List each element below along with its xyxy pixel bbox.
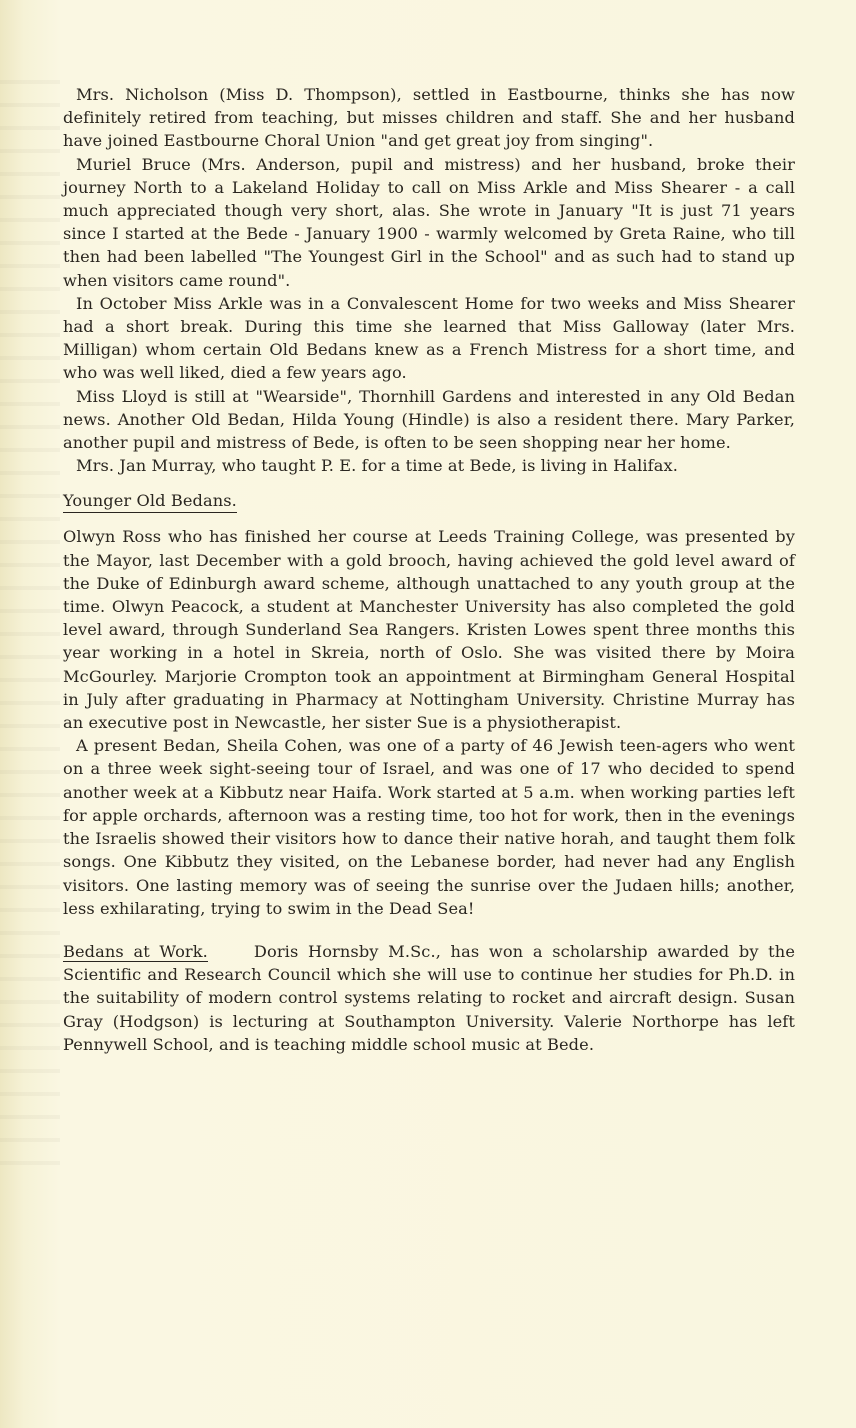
paragraph-arkle: In October Miss Arkle was in a Convalescent Home for two weeks and Miss Shearer had a short break. During this time she learned that Miss Galloway (later Mrs. Milligan) whom certain Old Bedans knew as a French Mistress for a short time, and who was well liked, died a few years ago. bbox=[63, 293, 795, 383]
heading-bedans-at-work: Bedans at Work. bbox=[63, 941, 208, 961]
paragraph-ross: Olwyn Ross who has finished her course at Leeds Training College, was presented by the Mayor, last December with a gold brooch, having achieved the gold level award of the Duke of Edinburgh award scheme, although unattached to any youth group at the time. Olwyn Peacock, a student at Manchester University has also completed the gold level award, through Sunderland Sea Rangers. Kristen Lowes spent three months this year working in a hotel in Skreia, north of Oslo. She was visited there by Moira McGourley. Marjorie Crompton took an appointment at Birmingham General Hospital in July after graduating in Pharmacy at Nottingham University. Christine Murray has an executive post in Newcastle, her sister Sue is a physiotherapist. bbox=[63, 527, 795, 733]
bleed-through-text bbox=[0, 80, 60, 1180]
paragraph-cohen: A present Bedan, Sheila Cohen, was one of a party of 46 Jewish teen-agers who went on a three week sight-seeing tour of Israel, and was one of 17 who decided to spend another week at a Kibbutz near Haifa. Work started at 5 a.m. when working parties left for apple orchards, afternoon was a resting time, too hot for work, then in the evenings the Israelis showed their visitors how to dance their native horah, and taught them folk songs. One Kibbutz they visited, on the Lebanese border, had never had any English visitors. One lasting memory was of seeing the sunrise over the Judaen hills; another, less exhilarating, trying to swim in the Dead Sea! bbox=[63, 736, 795, 918]
paragraph-nicholson: Mrs. Nicholson (Miss D. Thompson), settled in Eastbourne, thinks she has now definitely retired from teaching, but misses children and staff. She and her husband have joined Eastbourne Choral Union "and get great joy from singing". bbox=[63, 85, 795, 151]
paragraph-lloyd: Miss Lloyd is still at "Wearside", Thornhill Gardens and interested in any Old Bedan news. Another Old Bedan, Hilda Young (Hindle) is also a resident there. Mary Parker, another pupil and mistress of Bede, is often to be seen shopping near her home. bbox=[63, 386, 795, 453]
paragraph-bruce: Muriel Bruce (Mrs. Anderson, pupil and mistress) and her husband, broke their journey North to a Lakeland Holiday to call on Miss Arkle and Miss Shearer - a call much appreciated though very short, alas. She wrote in January "It is just 71 years since I started at the Bede - January 1900 - warmly welcomed by Greta Raine, who till then had been labelled "The Youngest Girl in the School" and as such had to stand up when visitors came round". bbox=[63, 154, 795, 290]
document-body bbox=[63, 83, 795, 1056]
paragraph-bedans-at-work bbox=[63, 940, 795, 1056]
paragraph-murray: Mrs. Jan Murray, who taught P. E. for a time at Bede, is living in Halifax. bbox=[76, 456, 678, 476]
heading-younger-old-bedans: Younger Old Bedans. bbox=[63, 491, 237, 513]
paragraph-work-text: Doris Hornsby M.Sc., has won a scholarship awarded by the Scientific and Research Council which she will use to continue her studies for Ph.D. in the suitability of modern control systems relating to rocket and aircraft design. Susan Gray (Hodgson) is lecturing at Southampton University. Valerie Northorpe has left Pennywell School, and is teaching middle school music at Bede. bbox=[63, 941, 795, 1054]
section-gap bbox=[63, 920, 795, 940]
